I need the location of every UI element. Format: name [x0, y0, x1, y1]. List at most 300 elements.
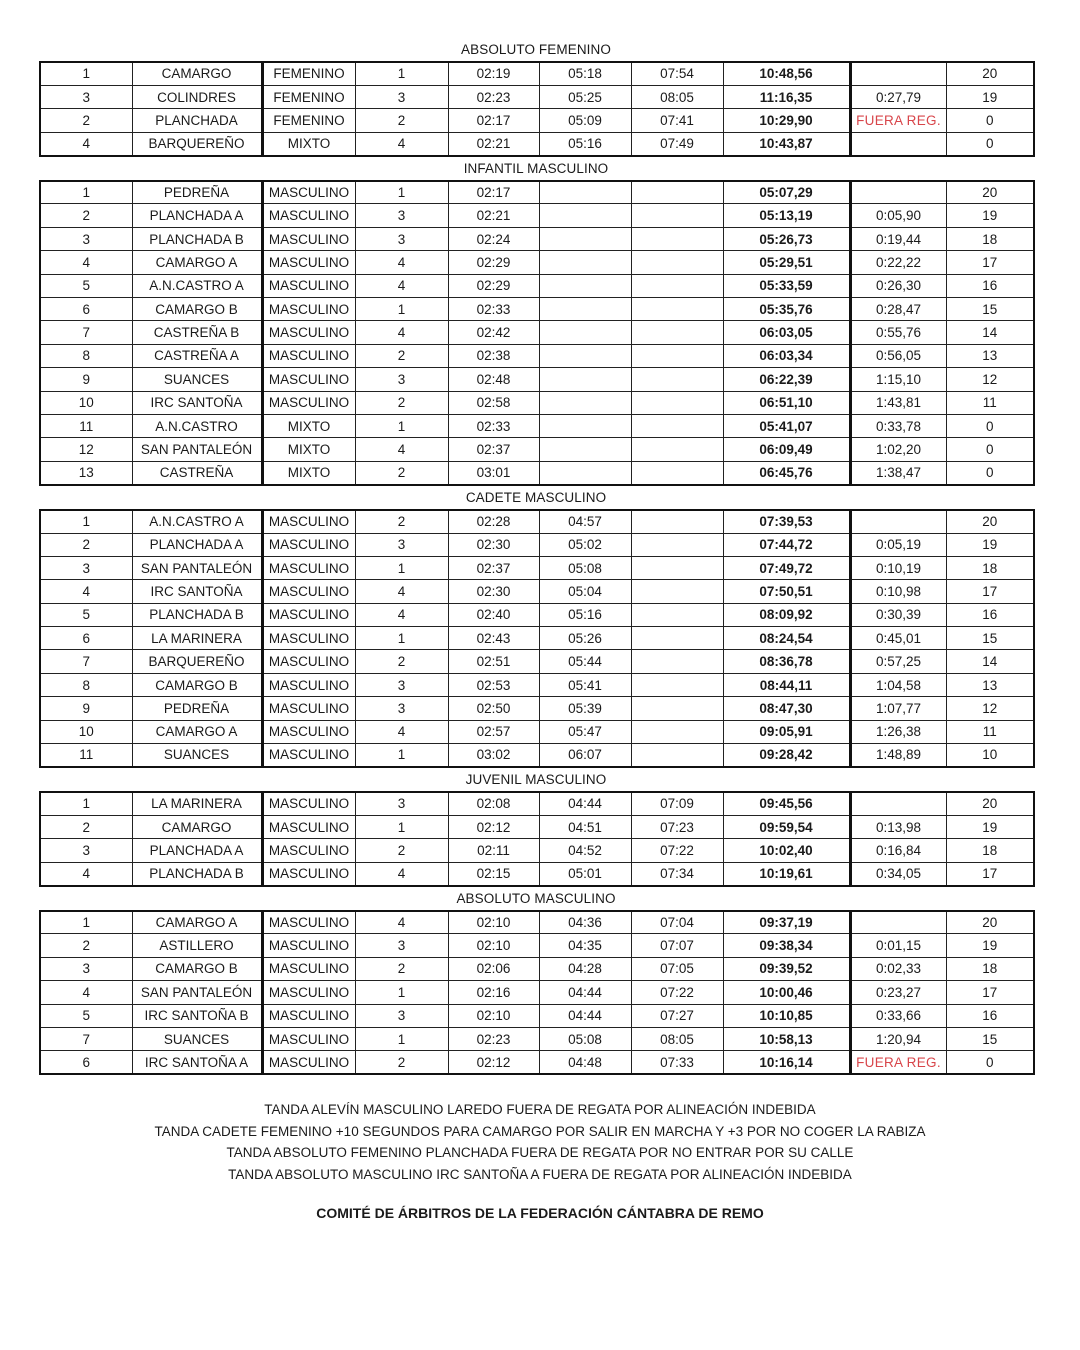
- position-cell: 10: [40, 391, 132, 414]
- points-cell: 15: [946, 298, 1034, 321]
- split-1-cell: 02:23: [448, 1027, 539, 1050]
- club-cell: CAMARGO: [132, 62, 262, 85]
- category-cell: MASCULINO: [262, 673, 355, 696]
- split-2-cell: 05:25: [539, 85, 631, 108]
- split-2-cell: 04:44: [539, 981, 631, 1004]
- position-cell: 1: [40, 792, 132, 815]
- split-1-cell: 02:57: [448, 720, 539, 743]
- note-line: TANDA CADETE FEMENINO +10 SEGUNDOS PARA CAMARGO POR SALIR EN MARCHA Y +3 POR NO COGER LA RABIZA: [154, 1123, 926, 1139]
- split-2-cell: [539, 251, 631, 274]
- split-3-cell: 07:41: [631, 109, 723, 132]
- club-cell: CAMARGO B: [132, 673, 262, 696]
- category-cell: MASCULINO: [262, 344, 355, 367]
- split-3-cell: [631, 556, 723, 579]
- points-cell: 0: [946, 109, 1034, 132]
- points-cell: 0: [946, 414, 1034, 437]
- club-cell: A.N.CASTRO A: [132, 510, 262, 533]
- category-cell: MASCULINO: [262, 862, 355, 885]
- points-cell: 16: [946, 603, 1034, 626]
- position-cell: 8: [40, 344, 132, 367]
- lane-cell: 2: [355, 109, 448, 132]
- position-cell: 4: [40, 132, 132, 155]
- split-3-cell: [631, 461, 723, 484]
- lane-cell: 4: [355, 720, 448, 743]
- lane-cell: 1: [355, 414, 448, 437]
- category-cell: MASCULINO: [262, 1051, 355, 1074]
- points-cell: 18: [946, 556, 1034, 579]
- table-row: [40, 792, 1034, 815]
- points-cell: 20: [946, 792, 1034, 815]
- split-2-cell: [539, 181, 631, 204]
- lane-cell: 4: [355, 132, 448, 155]
- split-2-cell: [539, 204, 631, 227]
- difference-cell: 0:10,98: [850, 580, 946, 603]
- table-row: [40, 533, 1034, 556]
- category-cell: FEMENINO: [262, 62, 355, 85]
- position-cell: 4: [40, 981, 132, 1004]
- split-1-cell: 02:10: [448, 1004, 539, 1027]
- split-3-cell: 07:22: [631, 981, 723, 1004]
- split-1-cell: 02:40: [448, 603, 539, 626]
- club-cell: IRC SANTOÑA: [132, 580, 262, 603]
- table-row: [40, 744, 1034, 767]
- position-cell: 9: [40, 697, 132, 720]
- position-cell: 9: [40, 368, 132, 391]
- difference-cell: 0:33,66: [850, 1004, 946, 1027]
- lane-cell: 2: [355, 957, 448, 980]
- split-2-cell: 06:07: [539, 744, 631, 767]
- difference-cell: 0:13,98: [850, 815, 946, 838]
- table-row: [40, 1027, 1034, 1050]
- difference-cell: 0:16,84: [850, 839, 946, 862]
- split-3-cell: [631, 720, 723, 743]
- split-1-cell: 02:11: [448, 839, 539, 862]
- lane-cell: 1: [355, 181, 448, 204]
- split-3-cell: 08:05: [631, 1027, 723, 1050]
- lane-cell: 1: [355, 744, 448, 767]
- difference-cell: 0:23,27: [850, 981, 946, 1004]
- split-3-cell: [631, 603, 723, 626]
- split-1-cell: 02:21: [448, 204, 539, 227]
- section-title: CADETE MASCULINO: [465, 489, 607, 505]
- category-cell: MASCULINO: [262, 627, 355, 650]
- points-cell: 0: [946, 438, 1034, 461]
- lane-cell: 2: [355, 510, 448, 533]
- points-cell: 16: [946, 274, 1034, 297]
- club-cell: CAMARGO A: [132, 911, 262, 934]
- category-cell: MASCULINO: [262, 556, 355, 579]
- split-3-cell: [631, 744, 723, 767]
- points-cell: 19: [946, 533, 1034, 556]
- split-1-cell: 02:24: [448, 227, 539, 250]
- category-cell: MASCULINO: [262, 1004, 355, 1027]
- split-2-cell: 05:16: [539, 603, 631, 626]
- club-cell: IRC SANTOÑA A: [132, 1051, 262, 1074]
- split-1-cell: 02:50: [448, 697, 539, 720]
- points-cell: 12: [946, 697, 1034, 720]
- split-2-cell: [539, 298, 631, 321]
- total-time-cell: 07:49,72: [723, 556, 850, 579]
- category-cell: MASCULINO: [262, 368, 355, 391]
- split-1-cell: 02:33: [448, 414, 539, 437]
- difference-cell: 0:05,19: [850, 533, 946, 556]
- total-time-cell: 09:38,34: [723, 934, 850, 957]
- split-2-cell: 05:16: [539, 132, 631, 155]
- points-cell: 15: [946, 627, 1034, 650]
- split-3-cell: [631, 533, 723, 556]
- total-time-cell: 10:16,14: [723, 1051, 850, 1074]
- section-title: INFANTIL MASCULINO: [463, 160, 609, 176]
- difference-cell: [850, 510, 946, 533]
- split-1-cell: 02:30: [448, 533, 539, 556]
- lane-cell: 1: [355, 981, 448, 1004]
- total-time-cell: 10:43,87: [723, 132, 850, 155]
- difference-cell: 0:19,44: [850, 227, 946, 250]
- split-3-cell: [631, 627, 723, 650]
- split-2-cell: 05:02: [539, 533, 631, 556]
- category-cell: MASCULINO: [262, 603, 355, 626]
- table-row: [40, 298, 1034, 321]
- lane-cell: 3: [355, 533, 448, 556]
- points-cell: 0: [946, 1051, 1034, 1074]
- difference-cell: [850, 62, 946, 85]
- position-cell: 7: [40, 1027, 132, 1050]
- club-cell: SAN PANTALEÓN: [132, 981, 262, 1004]
- position-cell: 2: [40, 533, 132, 556]
- difference-cell: 0:26,30: [850, 274, 946, 297]
- table-row: [40, 650, 1034, 673]
- position-cell: 1: [40, 911, 132, 934]
- points-cell: 17: [946, 580, 1034, 603]
- lane-cell: 4: [355, 321, 448, 344]
- category-cell: MASCULINO: [262, 298, 355, 321]
- split-3-cell: [631, 368, 723, 391]
- total-time-cell: 05:35,76: [723, 298, 850, 321]
- position-cell: 2: [40, 204, 132, 227]
- notes-block: [0, 1099, 1080, 1185]
- total-time-cell: 09:28,42: [723, 744, 850, 767]
- total-time-cell: 06:51,10: [723, 391, 850, 414]
- difference-cell: [850, 181, 946, 204]
- position-cell: 3: [40, 839, 132, 862]
- difference-cell: 0:57,25: [850, 650, 946, 673]
- lane-cell: 1: [355, 1027, 448, 1050]
- club-cell: PLANCHADA A: [132, 839, 262, 862]
- split-3-cell: 07:33: [631, 1051, 723, 1074]
- club-cell: PLANCHADA: [132, 109, 262, 132]
- table-row: [40, 673, 1034, 696]
- category-cell: MASCULINO: [262, 720, 355, 743]
- split-1-cell: 02:37: [448, 556, 539, 579]
- results-table: [39, 791, 1035, 887]
- split-2-cell: [539, 344, 631, 367]
- table-row: [40, 815, 1034, 838]
- table-row: [40, 344, 1034, 367]
- difference-cell: FUERA REG.: [850, 1051, 946, 1074]
- club-cell: IRC SANTOÑA: [132, 391, 262, 414]
- lane-cell: 4: [355, 251, 448, 274]
- total-time-cell: 06:22,39: [723, 368, 850, 391]
- split-3-cell: 07:07: [631, 934, 723, 957]
- difference-cell: 1:02,20: [850, 438, 946, 461]
- club-cell: LA MARINERA: [132, 792, 262, 815]
- split-2-cell: 05:09: [539, 109, 631, 132]
- difference-cell: 0:22,22: [850, 251, 946, 274]
- category-cell: MASCULINO: [262, 792, 355, 815]
- lane-cell: 3: [355, 227, 448, 250]
- difference-cell: 0:45,01: [850, 627, 946, 650]
- category-cell: MIXTO: [262, 132, 355, 155]
- points-cell: 20: [946, 181, 1034, 204]
- club-cell: SUANCES: [132, 744, 262, 767]
- results-section: [39, 486, 1033, 768]
- position-cell: 12: [40, 438, 132, 461]
- table-row: [40, 981, 1034, 1004]
- category-cell: MIXTO: [262, 414, 355, 437]
- split-2-cell: 04:35: [539, 934, 631, 957]
- split-1-cell: 02:06: [448, 957, 539, 980]
- table-row: [40, 934, 1034, 957]
- difference-cell: 0:27,79: [850, 85, 946, 108]
- results-table: [39, 509, 1035, 768]
- difference-cell: 1:26,38: [850, 720, 946, 743]
- position-cell: 6: [40, 1051, 132, 1074]
- total-time-cell: 09:37,19: [723, 911, 850, 934]
- points-cell: 18: [946, 227, 1034, 250]
- position-cell: 11: [40, 744, 132, 767]
- results-document: [39, 38, 1033, 1075]
- total-time-cell: 10:00,46: [723, 981, 850, 1004]
- club-cell: SUANCES: [132, 368, 262, 391]
- lane-cell: 2: [355, 1051, 448, 1074]
- lane-cell: 3: [355, 934, 448, 957]
- split-2-cell: [539, 461, 631, 484]
- split-3-cell: [631, 251, 723, 274]
- total-time-cell: 10:10,85: [723, 1004, 850, 1027]
- split-3-cell: 07:23: [631, 815, 723, 838]
- lane-cell: 4: [355, 580, 448, 603]
- split-2-cell: 05:39: [539, 697, 631, 720]
- category-cell: MASCULINO: [262, 251, 355, 274]
- total-time-cell: 06:09,49: [723, 438, 850, 461]
- difference-cell: [850, 792, 946, 815]
- total-time-cell: 07:39,53: [723, 510, 850, 533]
- split-3-cell: 07:34: [631, 862, 723, 885]
- lane-cell: 3: [355, 792, 448, 815]
- lane-cell: 4: [355, 911, 448, 934]
- split-3-cell: 07:27: [631, 1004, 723, 1027]
- split-2-cell: [539, 414, 631, 437]
- split-3-cell: [631, 414, 723, 437]
- split-3-cell: 07:22: [631, 839, 723, 862]
- category-cell: MASCULINO: [262, 911, 355, 934]
- position-cell: 6: [40, 298, 132, 321]
- split-1-cell: 02:29: [448, 274, 539, 297]
- split-1-cell: 02:15: [448, 862, 539, 885]
- category-cell: MASCULINO: [262, 580, 355, 603]
- total-time-cell: 05:07,29: [723, 181, 850, 204]
- split-2-cell: 05:08: [539, 1027, 631, 1050]
- position-cell: 3: [40, 85, 132, 108]
- category-cell: MASCULINO: [262, 181, 355, 204]
- club-cell: PLANCHADA B: [132, 862, 262, 885]
- table-row: [40, 368, 1034, 391]
- position-cell: 5: [40, 1004, 132, 1027]
- lane-cell: 3: [355, 673, 448, 696]
- points-cell: 19: [946, 815, 1034, 838]
- table-row: [40, 85, 1034, 108]
- split-1-cell: 03:02: [448, 744, 539, 767]
- table-row: [40, 1051, 1034, 1074]
- club-cell: PLANCHADA A: [132, 533, 262, 556]
- split-1-cell: 02:17: [448, 109, 539, 132]
- table-row: [40, 227, 1034, 250]
- split-1-cell: 02:21: [448, 132, 539, 155]
- lane-cell: 2: [355, 650, 448, 673]
- club-cell: COLINDRES: [132, 85, 262, 108]
- position-cell: 11: [40, 414, 132, 437]
- difference-cell: 0:56,05: [850, 344, 946, 367]
- split-2-cell: [539, 368, 631, 391]
- split-3-cell: [631, 697, 723, 720]
- total-time-cell: 08:44,11: [723, 673, 850, 696]
- split-1-cell: 02:10: [448, 934, 539, 957]
- club-cell: PLANCHADA A: [132, 204, 262, 227]
- position-cell: 5: [40, 274, 132, 297]
- split-3-cell: [631, 510, 723, 533]
- lane-cell: 2: [355, 461, 448, 484]
- position-cell: 4: [40, 862, 132, 885]
- total-time-cell: 09:59,54: [723, 815, 850, 838]
- split-2-cell: [539, 227, 631, 250]
- position-cell: 5: [40, 603, 132, 626]
- difference-cell: 0:30,39: [850, 603, 946, 626]
- points-cell: 20: [946, 911, 1034, 934]
- table-row: [40, 862, 1034, 885]
- difference-cell: 0:34,05: [850, 862, 946, 885]
- results-section: [39, 38, 1033, 157]
- points-cell: 11: [946, 391, 1034, 414]
- points-cell: 17: [946, 981, 1034, 1004]
- split-3-cell: 07:54: [631, 62, 723, 85]
- table-row: [40, 510, 1034, 533]
- lane-cell: 4: [355, 438, 448, 461]
- table-row: [40, 461, 1034, 484]
- lane-cell: 2: [355, 391, 448, 414]
- note-line: TANDA ABSOLUTO MASCULINO IRC SANTOÑA A FUERA DE REGATA POR ALINEACIÓN INDEBIDA: [228, 1166, 852, 1182]
- points-cell: 18: [946, 839, 1034, 862]
- results-section: [39, 768, 1033, 887]
- position-cell: 7: [40, 650, 132, 673]
- split-2-cell: 04:57: [539, 510, 631, 533]
- club-cell: CAMARGO B: [132, 298, 262, 321]
- points-cell: 0: [946, 461, 1034, 484]
- split-3-cell: 07:49: [631, 132, 723, 155]
- category-cell: MASCULINO: [262, 839, 355, 862]
- category-cell: MIXTO: [262, 438, 355, 461]
- total-time-cell: 10:02,40: [723, 839, 850, 862]
- points-cell: 14: [946, 321, 1034, 344]
- points-cell: 16: [946, 1004, 1034, 1027]
- split-1-cell: 02:42: [448, 321, 539, 344]
- split-3-cell: 07:04: [631, 911, 723, 934]
- category-cell: MASCULINO: [262, 204, 355, 227]
- category-cell: MASCULINO: [262, 934, 355, 957]
- split-1-cell: 02:43: [448, 627, 539, 650]
- split-3-cell: [631, 227, 723, 250]
- position-cell: 2: [40, 109, 132, 132]
- points-cell: 19: [946, 934, 1034, 957]
- category-cell: MASCULINO: [262, 957, 355, 980]
- split-2-cell: 05:18: [539, 62, 631, 85]
- split-2-cell: 05:41: [539, 673, 631, 696]
- section-title: ABSOLUTO MASCULINO: [456, 890, 616, 906]
- total-time-cell: 09:39,52: [723, 957, 850, 980]
- points-cell: 17: [946, 862, 1034, 885]
- results-section: [39, 887, 1033, 1076]
- difference-cell: 1:38,47: [850, 461, 946, 484]
- split-2-cell: 05:44: [539, 650, 631, 673]
- position-cell: 3: [40, 957, 132, 980]
- points-cell: 13: [946, 673, 1034, 696]
- category-cell: MASCULINO: [262, 533, 355, 556]
- category-cell: MASCULINO: [262, 510, 355, 533]
- split-3-cell: [631, 438, 723, 461]
- split-1-cell: 02:29: [448, 251, 539, 274]
- total-time-cell: 05:13,19: [723, 204, 850, 227]
- points-cell: 20: [946, 510, 1034, 533]
- split-1-cell: 02:12: [448, 1051, 539, 1074]
- total-time-cell: 05:26,73: [723, 227, 850, 250]
- split-2-cell: [539, 274, 631, 297]
- category-cell: FEMENINO: [262, 85, 355, 108]
- total-time-cell: 09:05,91: [723, 720, 850, 743]
- split-3-cell: [631, 181, 723, 204]
- position-cell: 1: [40, 510, 132, 533]
- club-cell: SAN PANTALEÓN: [132, 556, 262, 579]
- club-cell: PLANCHADA B: [132, 603, 262, 626]
- table-row: [40, 181, 1034, 204]
- difference-cell: 0:05,90: [850, 204, 946, 227]
- total-time-cell: 05:33,59: [723, 274, 850, 297]
- split-2-cell: 04:52: [539, 839, 631, 862]
- points-cell: 13: [946, 344, 1034, 367]
- section-title: ABSOLUTO FEMENINO: [461, 42, 611, 57]
- points-cell: 19: [946, 85, 1034, 108]
- difference-cell: [850, 911, 946, 934]
- split-1-cell: 02:58: [448, 391, 539, 414]
- table-row: [40, 62, 1034, 85]
- split-1-cell: 02:23: [448, 85, 539, 108]
- club-cell: BARQUEREÑO: [132, 132, 262, 155]
- position-cell: 1: [40, 181, 132, 204]
- split-3-cell: [631, 344, 723, 367]
- club-cell: IRC SANTOÑA B: [132, 1004, 262, 1027]
- difference-cell: 0:01,15: [850, 934, 946, 957]
- position-cell: 1: [40, 62, 132, 85]
- total-time-cell: 10:29,90: [723, 109, 850, 132]
- table-row: [40, 839, 1034, 862]
- category-cell: MASCULINO: [262, 981, 355, 1004]
- points-cell: 20: [946, 62, 1034, 85]
- total-time-cell: 06:03,05: [723, 321, 850, 344]
- split-1-cell: 02:53: [448, 673, 539, 696]
- lane-cell: 1: [355, 815, 448, 838]
- split-2-cell: 04:44: [539, 792, 631, 815]
- split-2-cell: 04:28: [539, 957, 631, 980]
- total-time-cell: 10:48,56: [723, 62, 850, 85]
- club-cell: A.N.CASTRO A: [132, 274, 262, 297]
